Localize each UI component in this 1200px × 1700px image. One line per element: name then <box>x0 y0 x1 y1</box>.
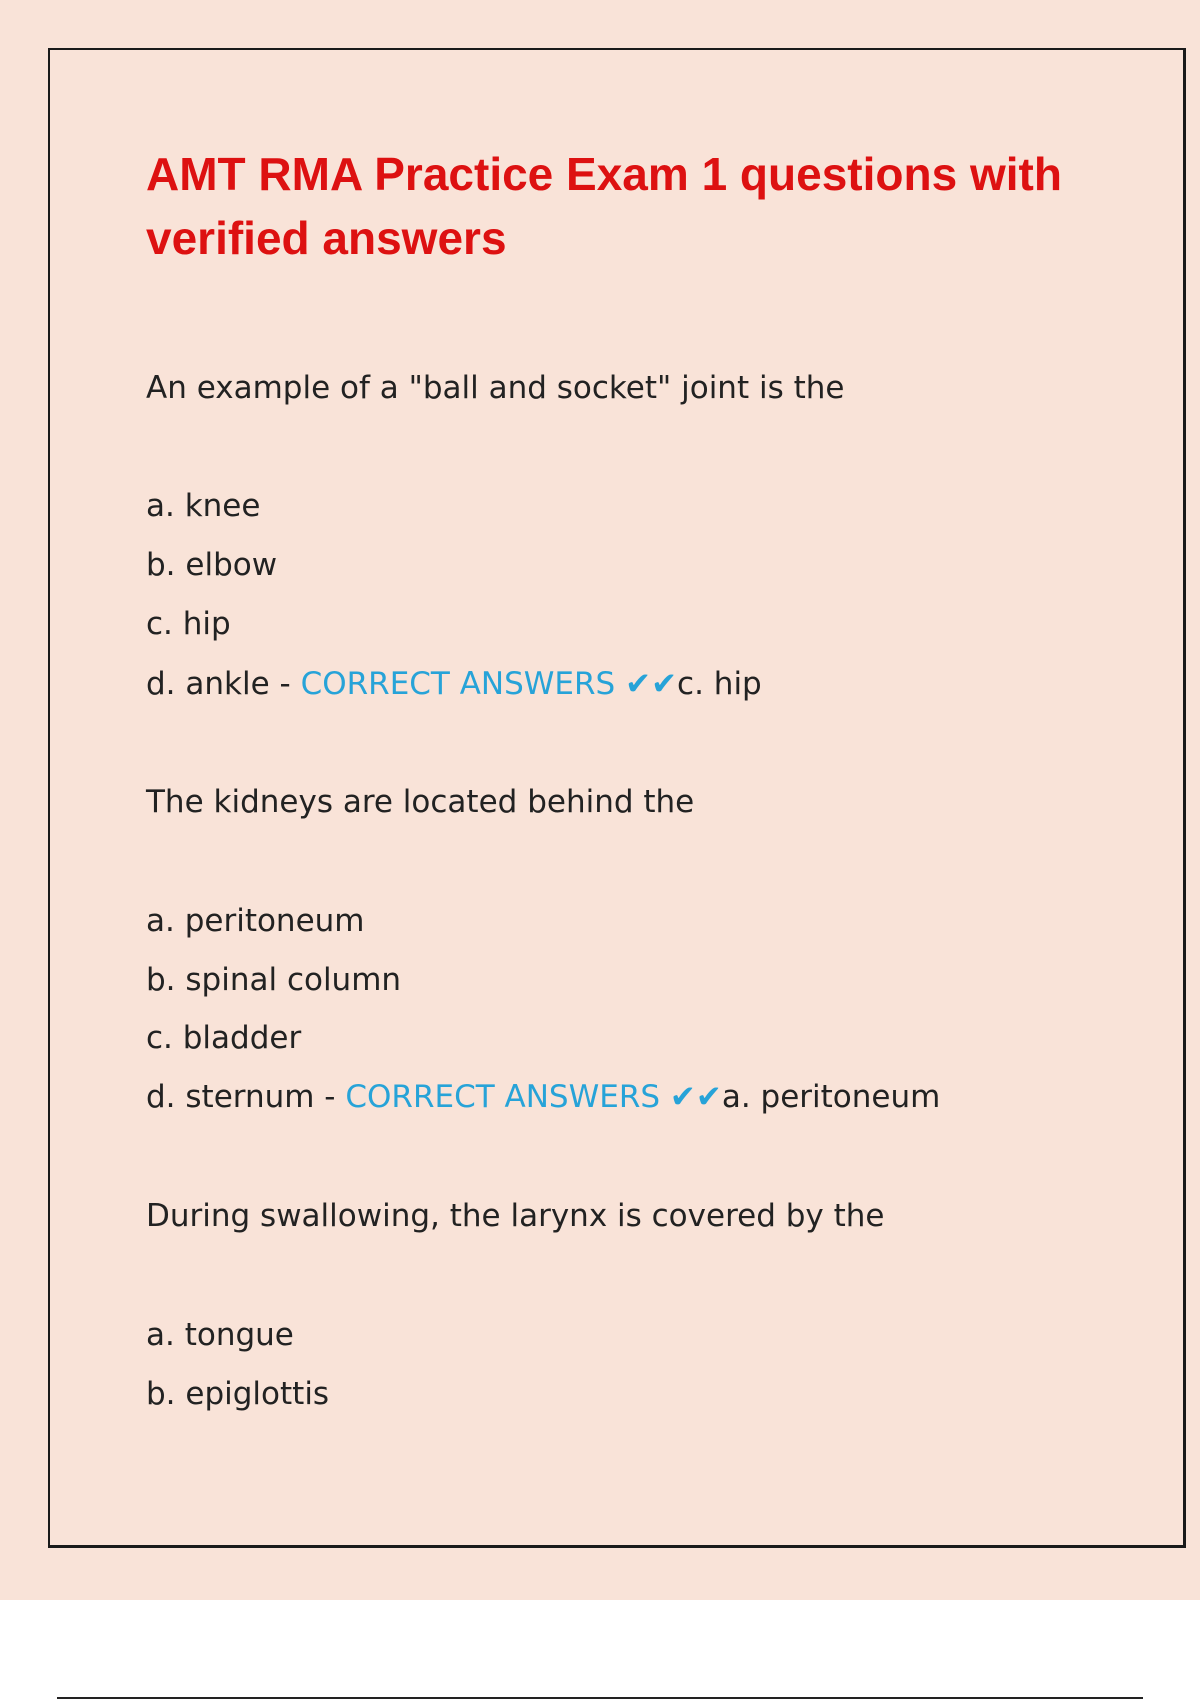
question-1-correct-label: CORRECT ANSWERS ✔✔ <box>300 666 678 702</box>
question-2-option-d-with-answer <box>146 1077 940 1117</box>
question-2-correct-label: CORRECT ANSWERS ✔✔ <box>345 1079 722 1115</box>
question-3-prompt: During swallowing, the larynx is covered by the <box>146 1198 885 1234</box>
question-2-option-c: c. bladder <box>146 1020 302 1056</box>
question-2-answer: a. peritoneum <box>721 1079 941 1115</box>
question-1-option-b: b. elbow <box>146 547 278 583</box>
document-title: AMT RMA Practice Exam 1 questions with verified answers <box>146 148 1062 264</box>
question-2-prompt: The kidneys are located behind the <box>146 784 695 820</box>
question-2-option-d: d. sternum - <box>146 1079 346 1115</box>
question-1-option-a: a. knee <box>146 488 261 524</box>
question-1-prompt: An example of a "ball and socket" joint is the <box>146 370 845 406</box>
question-1-option-c: c. hip <box>146 606 231 642</box>
question-1-option-d: d. ankle - <box>146 666 301 702</box>
question-1-option-d-with-answer <box>146 664 762 704</box>
question-3-option-a: a. tongue <box>146 1317 294 1353</box>
footer-divider <box>57 1697 1143 1699</box>
question-3-option-b: b. epiglottis <box>146 1376 330 1412</box>
question-2-option-b: b. spinal column <box>146 962 402 998</box>
question-1-answer: c. hip <box>677 666 762 702</box>
question-2-option-a: a. peritoneum <box>146 903 365 939</box>
